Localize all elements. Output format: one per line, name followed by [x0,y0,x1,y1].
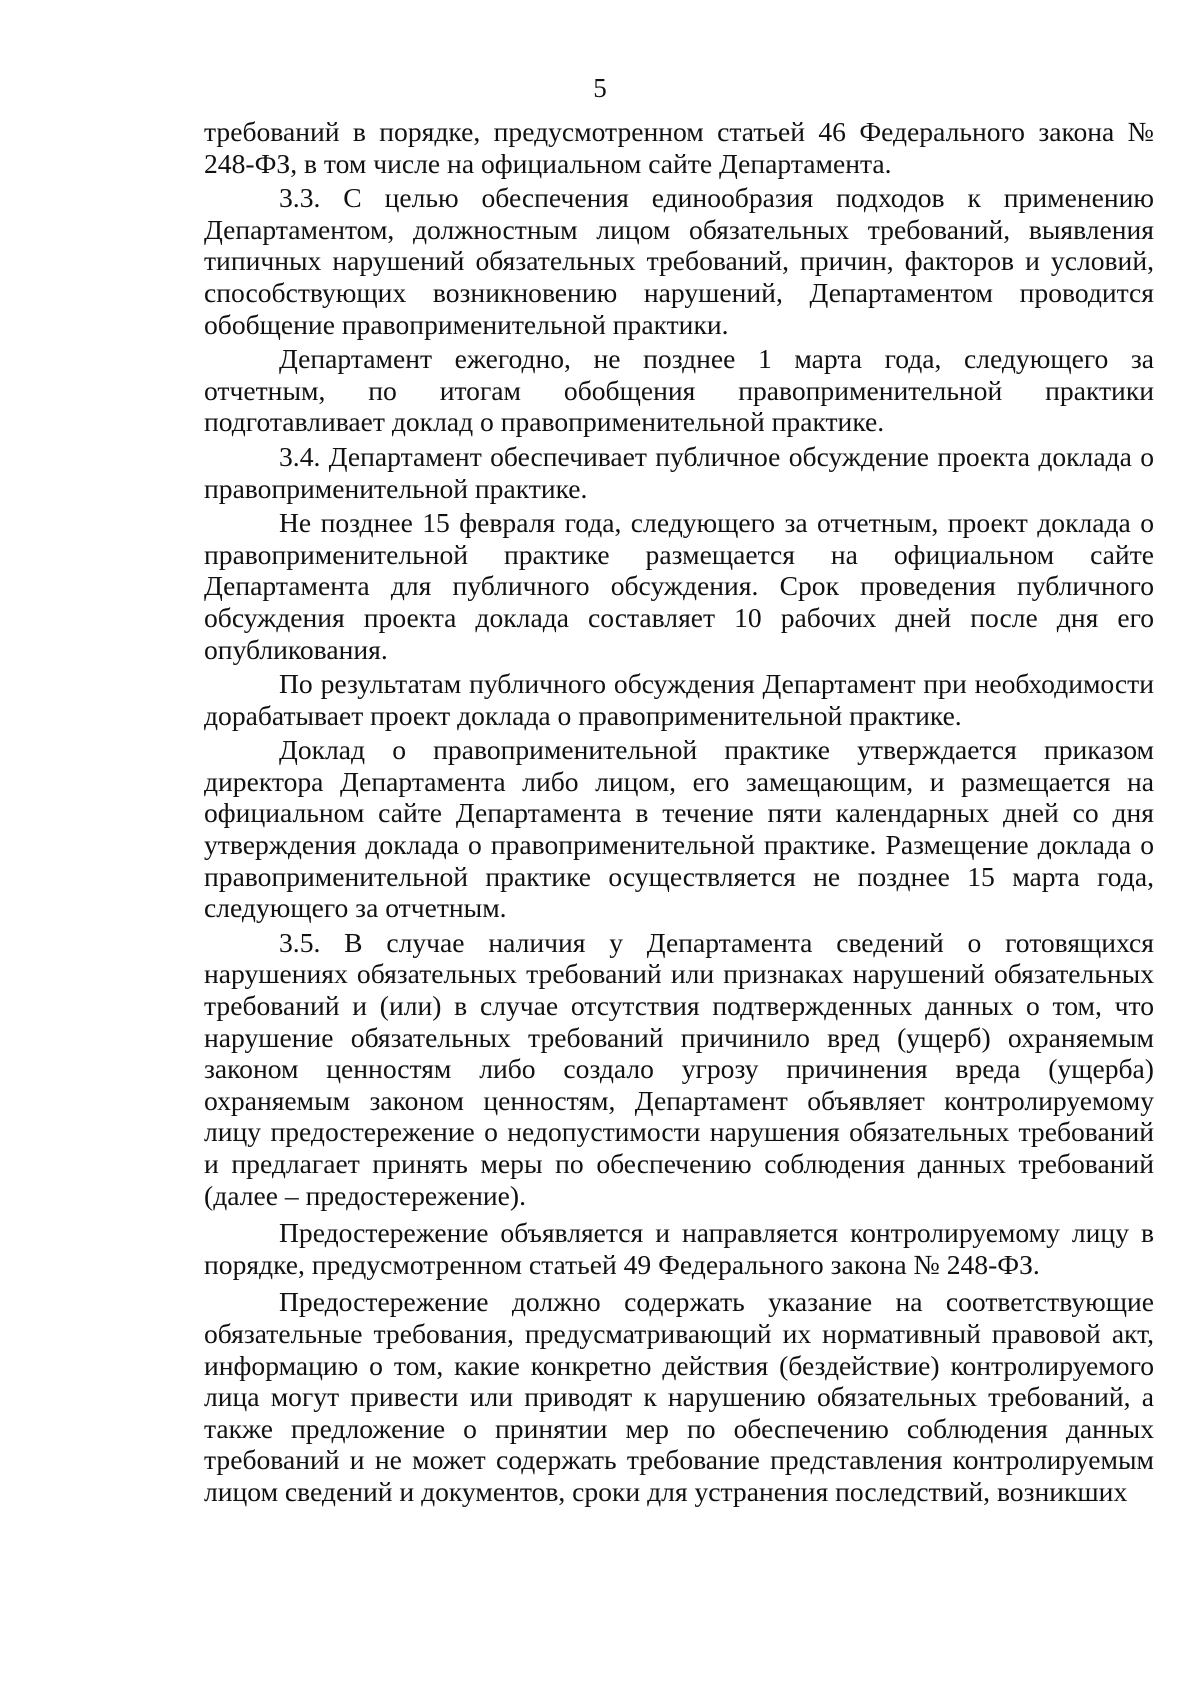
paragraph-report-approval: Доклад о правоприменительной практике утверждается приказом директора Департамента либо лицом, его замещающим, и размещается на официальном сайте Департамента в течение пяти календарных дней со дня утверждения доклада о правоприменительной практике. Размещение доклада о правоприменительной практике осуществляется не позднее 15 марта года, следующего за отчетным. [204,734,1154,924]
paragraph-3-5: 3.5. В случае наличия у Департамента сведений о готовящихся нарушениях обязательных требований или признаках нарушений обязательных требований и (или) в случае отсутствия подтвержденных данных о том, что нарушение обязательных требований причинило вред (ущерб) охраняемым законом ценностям либо создало угрозу причинения вреда (ущерба) охраняемым законом ценностям, Департамент объявляет контролируемому лицу предостережение о недопустимости нарушения обязательных требований и предлагает принять меры по обеспечению соблюдения данных требований (далее – предостережение). [204,926,1154,1211]
paragraph-3-4: 3.4. Департамент обеспечивает публичное обсуждение проекта доклада о правоприменительной практике. [204,440,1154,504]
paragraph-discussion-results: По результатам публичного обсуждения Департамент при необходимости дорабатывает проект доклада о правоприменительной практике. [204,668,1154,731]
paragraph-warning-delivery: Предостережение объявляется и направляется контролируемому лицу в порядке, предусмотренном статьей 49 Федерального закона № 248-ФЗ. [204,1217,1154,1280]
paragraph-3-3: 3.3. С целью обеспечения единообразия подходов к применению Департаментом, должностным лицом обязательных требований, выявления типичных нарушений обязательных требований, причин, факторов и условий, способствующих возникновению нарушений, Департаментом проводится обобщение правоприменительной практики. [204,182,1154,340]
paragraph-warning-content: Предостережение должно содержать указание на соответствующие обязательные требования, предусматривающий их нормативный правовой акт, информацию о том, какие конкретно действия (бездействие) контролируемого лица могут привести или приводят к нарушению обязательных требований, а также предложение о принятии мер по обеспечению соблюдения данных требований и не может содержать требование представления контролируемым лицом сведений и документов, сроки для устранения последствий, возникших [204,1286,1154,1507]
page-number: 5 [593,73,607,103]
document-body [204,116,1154,1511]
paragraph-draft-publication: Не позднее 15 февраля года, следующего за отчетным, проект доклада о правоприменительной практике размещается на официальном сайте Департамента для публичного обсуждения. Срок проведения публичного обсуждения проекта доклада составляет 10 рабочих дней после дня его опубликования. [204,507,1154,665]
paragraph-continuation: требований в порядке, предусмотренном статьей 46 Федерального закона № 248-ФЗ, в том числе на официальном сайте Департамента. [204,116,1154,179]
paragraph-annual-report: Департамент ежегодно, не позднее 1 марта года, следующего за отчетным, по итогам обобщения правоприменительной практики подготавливает доклад о правоприменительной практике. [204,343,1154,438]
